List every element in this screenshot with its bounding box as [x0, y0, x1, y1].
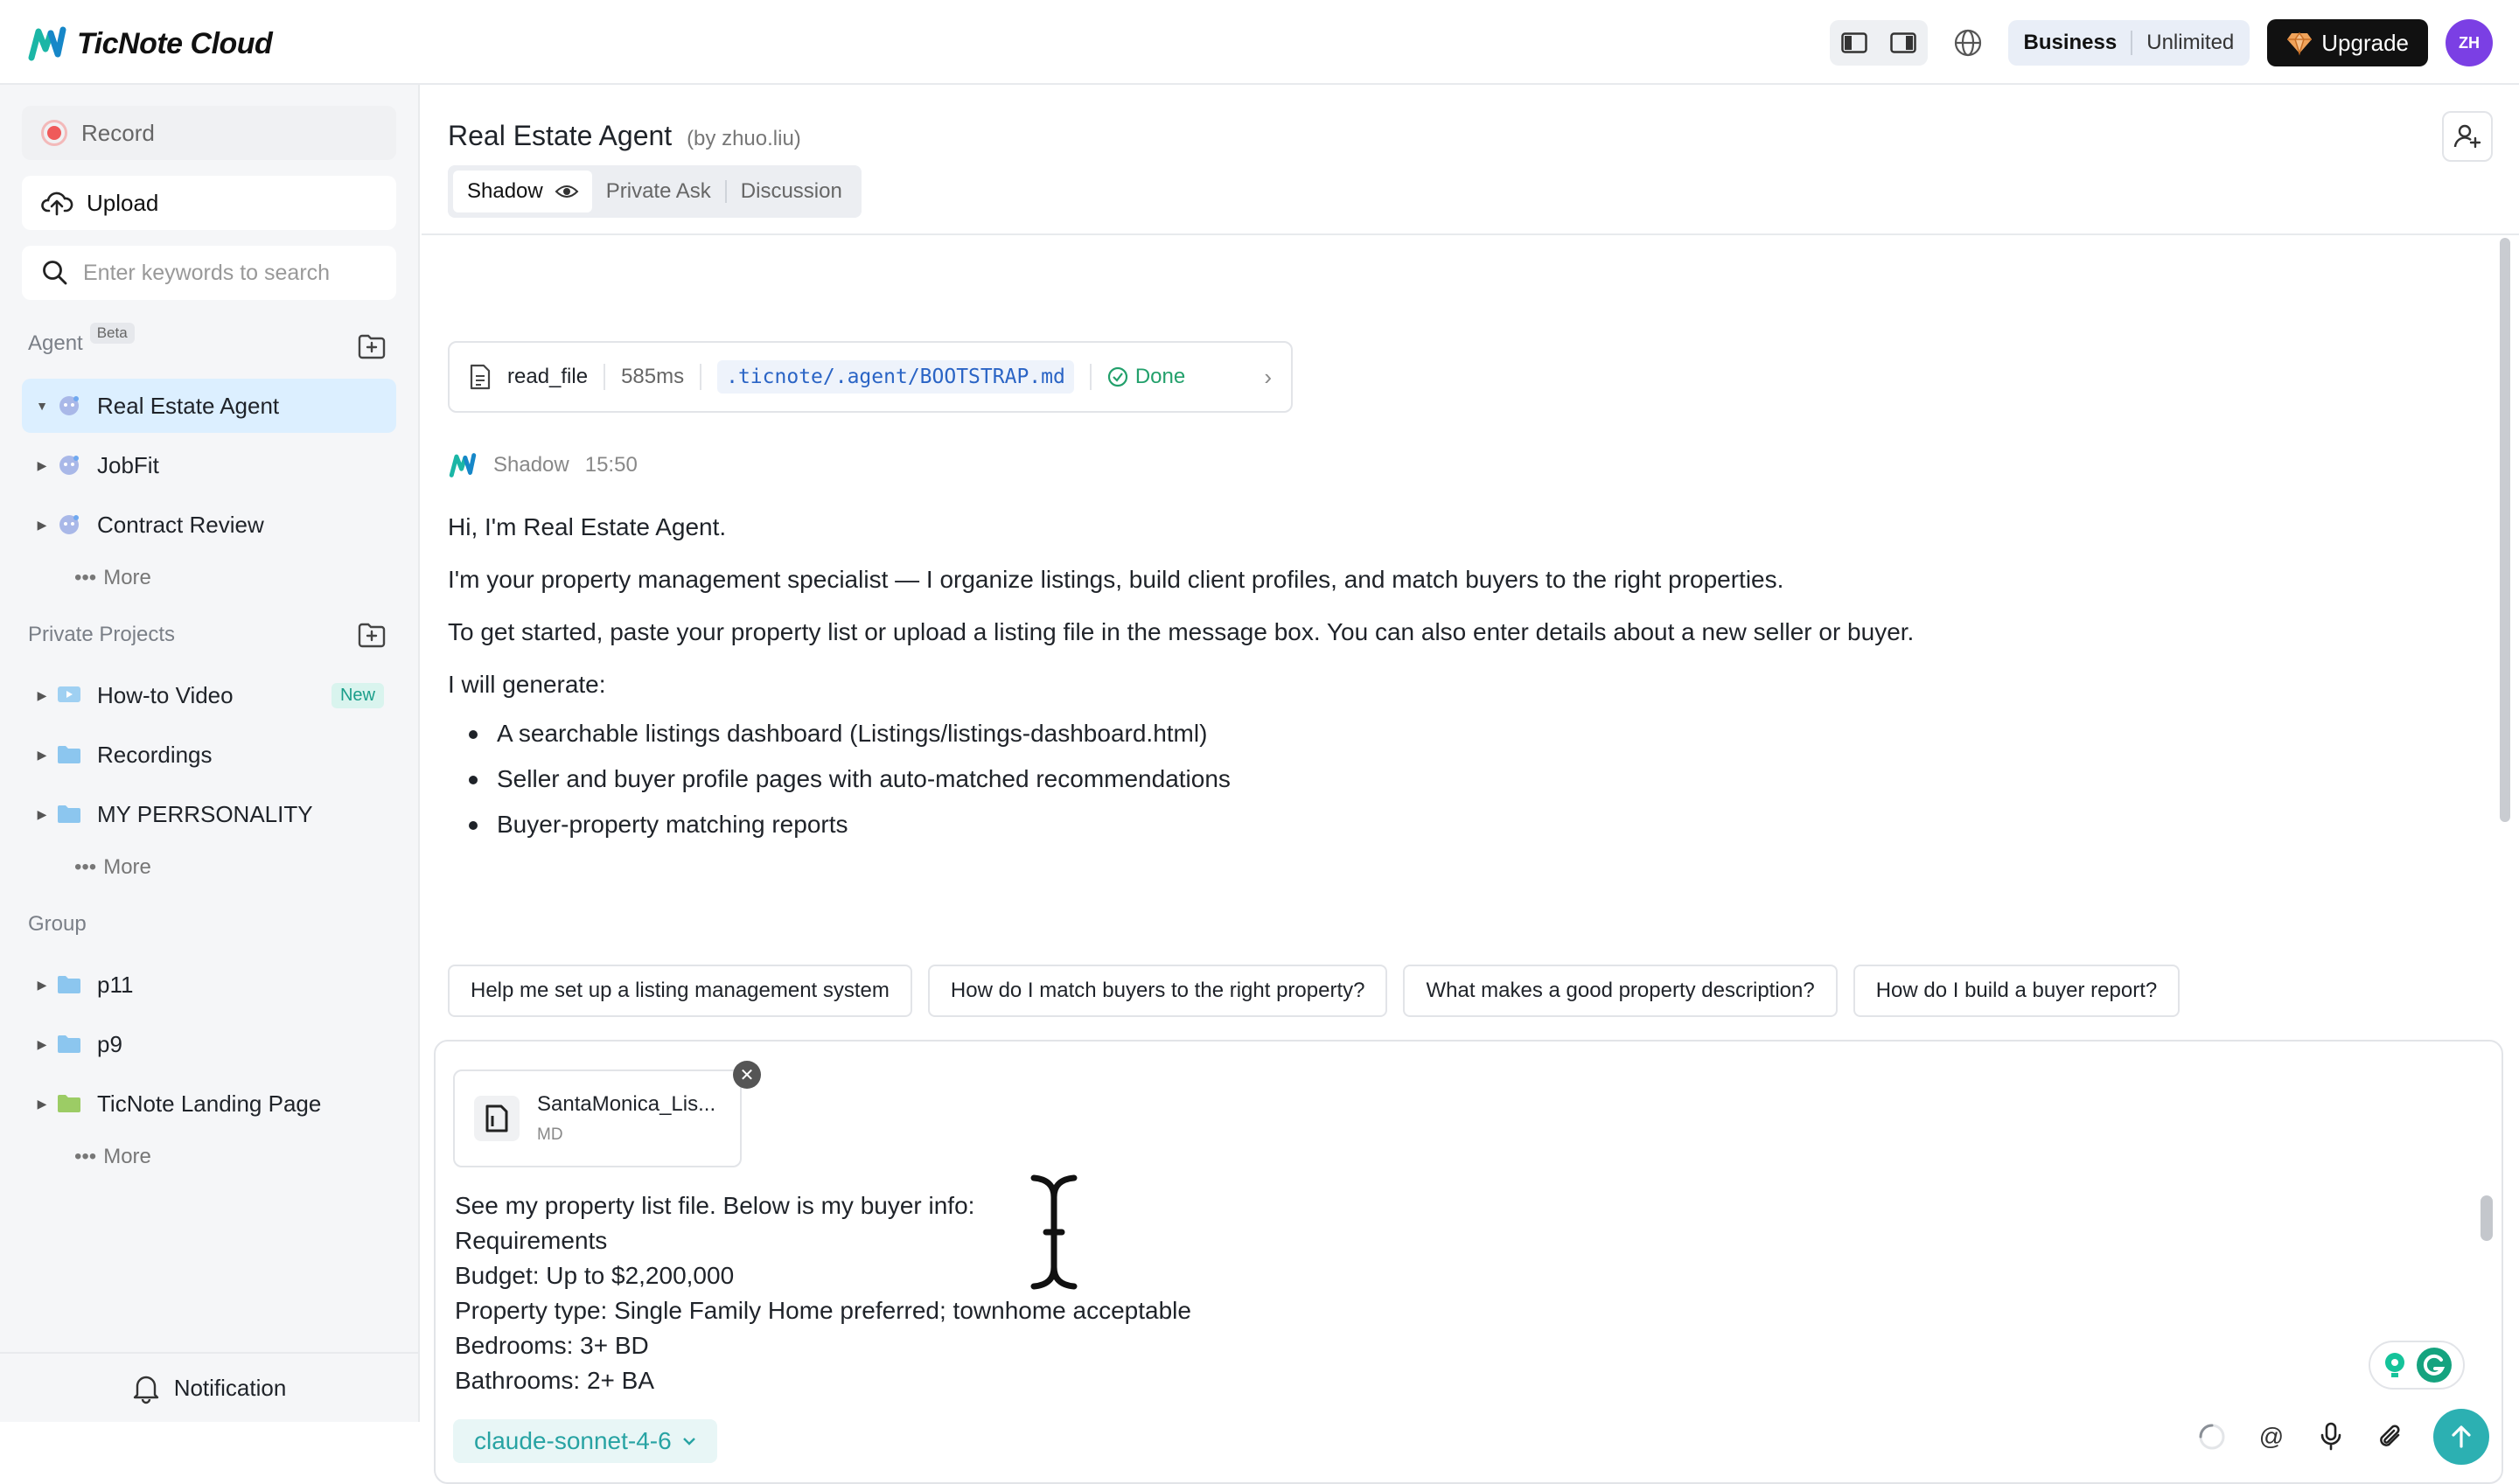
tab-label: Shadow — [467, 179, 543, 203]
loading-spinner-icon — [2195, 1420, 2229, 1453]
tab-label: Private Ask — [605, 179, 711, 203]
model-selector[interactable] — [453, 1419, 717, 1463]
new-badge: New — [331, 683, 384, 708]
file-icon — [469, 364, 492, 390]
folder-icon — [57, 802, 81, 826]
tab-shadow[interactable] — [453, 171, 592, 212]
chevron-right-icon[interactable]: › — [1264, 363, 1272, 390]
brand[interactable] — [26, 23, 272, 65]
diamond-icon — [2286, 31, 2313, 54]
sidebar-item-recordings[interactable] — [22, 728, 396, 782]
plan-name: Business — [2023, 31, 2118, 54]
new-agent-folder-icon[interactable] — [357, 331, 387, 361]
top-bar — [0, 0, 2519, 85]
groups-more-link[interactable] — [74, 1145, 151, 1169]
folder-icon — [57, 742, 81, 767]
tab-label: Discussion — [740, 179, 842, 203]
projects-section-label: Private Projects — [28, 623, 176, 646]
model-name: claude-sonnet-4-6 — [474, 1427, 672, 1454]
upload-button[interactable] — [22, 176, 396, 230]
suggestion-chip[interactable]: How do I match buyers to the right property? — [928, 965, 1388, 1017]
list-item: A searchable listings dashboard (Listings/listings-dashboard.html) — [469, 711, 2372, 756]
message-header — [448, 450, 638, 480]
message-line: To get started, paste your property list or upload a listing file in the message box. You can also enter details about a new seller or buyer. — [448, 618, 1915, 645]
ticnote-logo-icon — [26, 23, 68, 65]
search-icon — [41, 259, 69, 287]
sidebar-item-p11[interactable] — [22, 958, 396, 1012]
sidebar-item-my-perrsonality[interactable] — [22, 787, 396, 841]
grammarly-icon[interactable] — [2415, 1346, 2453, 1384]
plan-badge[interactable] — [2008, 20, 2250, 66]
attachment-type: MD — [537, 1125, 563, 1144]
composer-actions — [2195, 1409, 2489, 1465]
projects-section-title — [28, 623, 175, 647]
left-panel-toggle-icon[interactable] — [1837, 27, 1872, 59]
right-panel-toggle-icon[interactable] — [1886, 27, 1921, 59]
upgrade-button[interactable] — [2267, 19, 2428, 66]
grammar-assistant[interactable] — [2369, 1341, 2465, 1390]
expand-caret-icon[interactable]: ▼ — [36, 399, 48, 413]
tool-status — [1107, 365, 1185, 389]
divider — [700, 364, 701, 390]
globe-icon[interactable] — [1945, 20, 1991, 66]
remove-attachment-icon[interactable]: ✕ — [733, 1061, 761, 1089]
text-cursor-icon — [1023, 1171, 1085, 1293]
main-panel — [422, 85, 2519, 1454]
attachment-card[interactable] — [453, 1069, 742, 1167]
divider — [604, 364, 605, 390]
tab-private-ask[interactable] — [592, 171, 725, 212]
sidebar-item-real-estate-agent[interactable] — [22, 379, 396, 433]
message-line: Hi, I'm Real Estate Agent. — [448, 513, 727, 540]
expand-caret-icon[interactable]: ▶ — [37, 517, 47, 532]
sidebar-item-label: Real Estate Agent — [97, 392, 280, 419]
sidebar-item-contract-review[interactable] — [22, 498, 396, 552]
sidebar-item-label: p9 — [97, 1030, 122, 1057]
sidebar-item-label: p11 — [97, 971, 134, 998]
list-item: Buyer-property matching reports — [469, 802, 2372, 847]
paperclip-icon[interactable] — [2374, 1420, 2407, 1453]
message-input[interactable]: See my property list file. Below is my buyer info: Requirements Budget: Up to $2,200,000 Property type: Single Family Home preferred; townhome acceptable Bedrooms: 3+ BD Bathrooms: 2+ BA — [455, 1192, 1191, 1394]
agent-bot-icon — [57, 453, 81, 477]
tool-file-path: .ticnote/.agent/BOOTSTRAP.md — [717, 360, 1074, 394]
video-folder-icon — [57, 683, 81, 707]
notification-button[interactable] — [0, 1352, 418, 1422]
message-bullets — [469, 711, 2372, 847]
composer-scrollbar[interactable] — [2481, 1195, 2493, 1241]
more-dots-icon: ••• — [74, 855, 97, 879]
agent-author: (by zhuo.liu) — [687, 127, 801, 150]
folder-icon — [57, 1032, 81, 1056]
eye-icon[interactable] — [555, 183, 578, 200]
check-circle-icon — [1107, 366, 1128, 387]
agent-section-label: Agent — [28, 331, 83, 355]
send-button[interactable] — [2433, 1409, 2489, 1465]
document-icon — [474, 1096, 520, 1141]
upgrade-label: Upgrade — [2321, 29, 2409, 56]
sidebar-item-label: How-to Video — [97, 681, 234, 708]
search-placeholder: Enter keywords to search — [83, 260, 331, 285]
sidebar-item-label: Contract Review — [97, 511, 264, 538]
sidebar-item-p9[interactable] — [22, 1017, 396, 1071]
brand-name: TicNote Cloud — [77, 26, 273, 60]
chevron-down-icon — [682, 1437, 696, 1446]
tool-status-label: Done — [1134, 365, 1186, 388]
add-member-button[interactable] — [2442, 111, 2493, 162]
expand-caret-icon[interactable]: ▶ — [37, 747, 47, 762]
plan-divider — [2131, 31, 2132, 55]
sidebar — [0, 85, 420, 1422]
cloud-upload-icon — [41, 190, 73, 216]
projects-more-link[interactable] — [74, 855, 151, 880]
group-section-title — [28, 912, 87, 937]
notification-label: Notification — [173, 1374, 287, 1401]
divider — [1090, 364, 1092, 390]
agent-bot-icon — [57, 394, 81, 418]
group-section-label: Group — [28, 912, 87, 936]
message-composer[interactable] — [434, 1040, 2503, 1484]
sidebar-item-label: JobFit — [97, 451, 159, 478]
folder-icon — [57, 972, 81, 997]
record-button[interactable] — [22, 106, 396, 160]
message-body — [448, 501, 2372, 847]
more-label: More — [103, 566, 151, 589]
chat-scrollbar[interactable] — [2500, 238, 2510, 822]
agent-section-title — [28, 324, 135, 356]
message-line: I'm your property management specialist — I organize listings, build client profiles, and match buyers to the right properties. — [448, 566, 1784, 593]
expand-caret-icon[interactable]: ▶ — [37, 687, 47, 702]
expand-caret-icon[interactable]: ▶ — [37, 1036, 47, 1051]
top-right-controls — [1830, 19, 2493, 66]
attachment-info — [537, 1092, 715, 1145]
arrow-up-icon — [2448, 1424, 2474, 1450]
lightbulb-icon[interactable] — [2380, 1350, 2410, 1380]
avatar[interactable]: ZH — [2446, 19, 2493, 66]
layout-toggle — [1830, 20, 1928, 66]
shadow-avatar-icon — [448, 450, 478, 480]
suggestion-chip[interactable]: Help me set up a listing management system — [448, 965, 912, 1017]
more-label: More — [103, 1145, 151, 1168]
expand-caret-icon[interactable]: ▶ — [37, 457, 47, 472]
list-item: Seller and buyer profile pages with auto-matched recommendations — [469, 756, 2372, 802]
agent-name: Real Estate Agent — [448, 120, 673, 151]
message-line: I will generate: — [448, 671, 606, 698]
suggestion-chip[interactable]: What makes a good property description? — [1403, 965, 1837, 1017]
expand-caret-icon[interactable]: ▶ — [37, 1096, 47, 1111]
new-project-folder-icon[interactable] — [357, 620, 387, 650]
tool-duration: 585ms — [621, 365, 685, 388]
page-title — [448, 120, 801, 152]
agent-bot-icon — [57, 512, 81, 537]
record-icon — [41, 120, 67, 146]
sidebar-item-label: MY PERRSONALITY — [97, 800, 313, 827]
mode-tabs — [448, 165, 862, 218]
sidebar-item-label: TicNote Landing Page — [97, 1090, 322, 1117]
message-sender: Shadow — [493, 453, 569, 477]
expand-caret-icon[interactable]: ▶ — [37, 806, 47, 821]
tool-name: read_file — [507, 365, 589, 388]
expand-caret-icon[interactable]: ▶ — [37, 977, 47, 992]
sidebar-item-jobfit[interactable] — [22, 438, 396, 492]
microphone-icon[interactable] — [2314, 1420, 2348, 1453]
more-dots-icon: ••• — [74, 566, 97, 589]
plan-quota: Unlimited — [2146, 31, 2235, 54]
suggestion-chip[interactable]: How do I build a buyer report? — [1853, 965, 2181, 1017]
record-label: Record — [81, 119, 155, 146]
sidebar-item-label: Recordings — [97, 741, 213, 768]
sidebar-item-ticnote-landing-page[interactable] — [22, 1076, 396, 1131]
more-label: More — [103, 855, 151, 879]
search-input[interactable] — [22, 246, 396, 300]
more-dots-icon: ••• — [74, 1145, 97, 1168]
message-time: 15:50 — [584, 453, 638, 477]
folder-icon — [57, 1091, 81, 1116]
sidebar-item-how-to-video[interactable] — [22, 668, 396, 722]
upload-label: Upload — [87, 189, 159, 216]
mention-icon[interactable]: @ — [2258, 1423, 2285, 1450]
attachment-name: SantaMonica_Lis... — [537, 1092, 716, 1116]
user-plus-icon — [2453, 122, 2481, 150]
suggestion-chips — [448, 965, 2180, 1017]
tool-call-card[interactable] — [448, 341, 1293, 413]
agents-more-link[interactable] — [74, 566, 151, 590]
bell-icon — [132, 1373, 160, 1403]
header-divider — [422, 233, 2519, 235]
beta-badge: Beta — [90, 323, 135, 344]
tab-discussion[interactable] — [727, 171, 856, 212]
